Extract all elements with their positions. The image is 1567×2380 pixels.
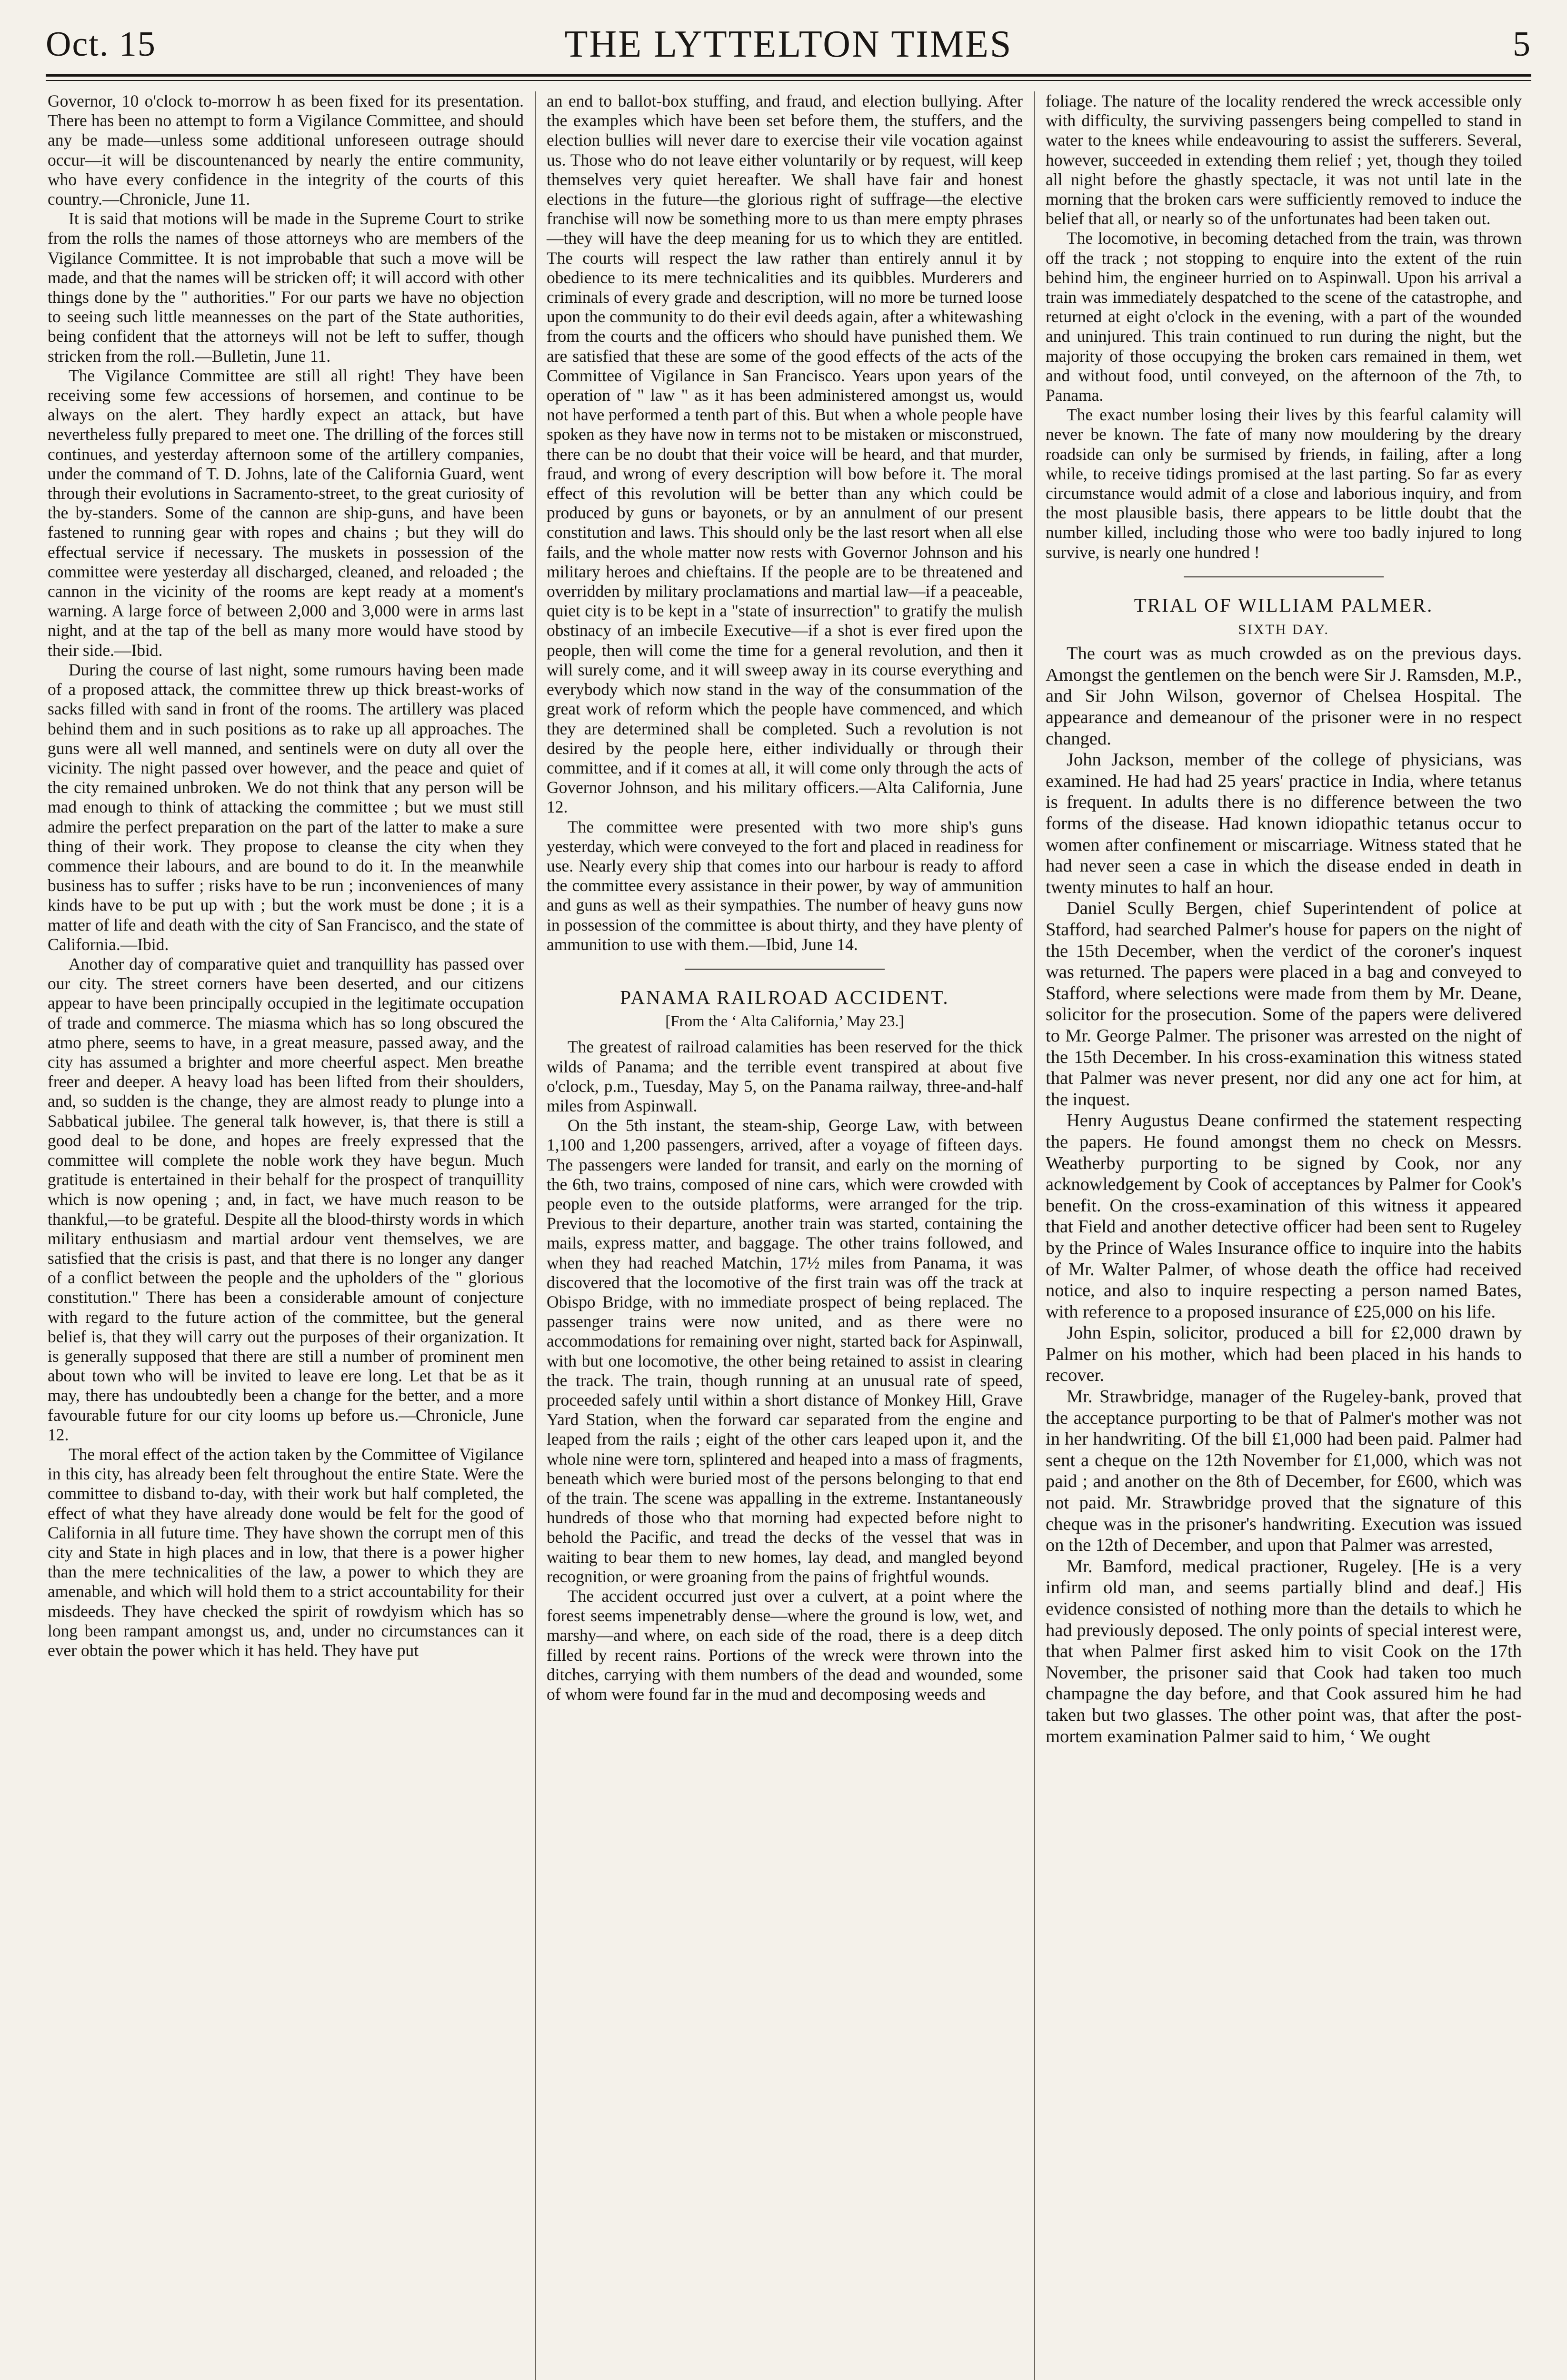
header-rule-thin: [46, 80, 1531, 81]
column-2: [547, 91, 1023, 1704]
article-paragraph: Henry Augustus Deane confirmed the statement respecting the papers. He found amongst them no check on Messrs. Weatherby purporting to be signed by Cook, nor any acknowledgement by Cook of acceptances by Palmer for Cook's benefit. On the cross-examination of this witness it appeared that Field and another detective officer had been sent to Rugeley by the Prince of Wales Insurance office to inquire into the habits of Mr. Walter Palmer, of whose death the office had received notice, and also to inquire respecting a person named Bates, with reference to a proposed insurance of £25,000 on his life.: [1046, 1111, 1522, 1322]
column-divider: [1034, 91, 1035, 2380]
article-paragraph: The committee were presented with two more ship's guns yesterday, which were conveyed to the fort and placed in readiness for use. Nearly every ship that comes into our harbour is ready to afford the committee every assistance in their power, by way of ammunition and guns as well as their sympathies. The number of heavy guns now in possession of the committee is about thirty, and they have plenty of ammunition to use with them.—Ibid, June 14.: [547, 817, 1023, 954]
article-paragraph: The exact number losing their lives by this fearful calamity will never be known. The fate of many now mouldering by the dreary roadside can only be surmised by friends, in failing, after a long while, to receive tidings promised at the last parting. So far as every circumstance would admit of a close and laborious inquiry, and from the most plausible basis, there appears to be little doubt that the number killed, including those who were too badly injured to long survive, is nearly one hundred !: [1046, 405, 1522, 562]
article-paragraph: On the 5th instant, the steam-ship, George Law, with between 1,100 and 1,200 passengers, arrived, after a voyage of fifteen days. The passengers were landed for transit, and early on the morning of the 6th, two trains, composed of nine cars, which were crowded with people even to the outside platforms, were arranged for the trip. Previous to their departure, another train was started, containing the mails, express matter, and baggage. The other trains followed, and when they had reached Matchin, 17½ miles from Panama, it was discovered that the locomotive of the first train was off the track at Obispo Bridge, with no immediate prospect of being replaced. The passenger trains were now united, and as there were no accommodations for remaining over night, started back for Aspinwall, with but one locomotive, the other being retained to assist in clearing the track. The train, though running at an unusual rate of speed, proceeded safely until within a short distance of Monkey Hill, Grave Yard Station, when the forward car separated from the engine and leaped from the rails ; eight of the other cars leaped upon it, and the whole nine were torn, splintered and heaped into a mass of fragments, beneath which were buried most of the persons belonging to that end of the train. The scene was appalling in the extreme. Instantaneously hundreds of those who that morning had expected before night to behold the Pacific, and tread the decks of the vessel that was in waiting to bear them to new homes, lay dead, and mangled beyond recognition, or were groaning from the pains of frightful wounds.: [547, 1116, 1023, 1586]
railroad-accident-source: [From the ‘ Alta California,’ May 23.]: [665, 1013, 904, 1031]
article-paragraph: Mr. Bamford, medical practioner, Rugeley. [He is a very infirm old man, and seems partially blind and deaf.] His evidence consisted of nothing more than the details to which he had previously deposed. The only points of special interest were, that when Palmer first asked him to visit Cook on the 17th November, the prisoner said that Cook had taken too much champagne the day before, and that Cook assured him he had taken but two glasses. The other point was, that after the post-mortem examination Palmer said to him, ‘ We ought: [1046, 1556, 1522, 1746]
page-number: 5: [1513, 25, 1531, 64]
article-paragraph: The court was as much crowded as on the previous days. Amongst the gentlemen on the bench were Sir J. Ramsden, M.P., and Sir John Wilson, governor of Chelsea Hospital. The appearance and demeanour of the prisoner were in no respect changed.: [1046, 644, 1522, 749]
article-paragraph: The locomotive, in becoming detached from the train, was thrown off the track ; not stopping to enquire into the extent of the ruin behind him, the engineer hurried on to Aspinwall. Upon his arrival a train was immediately despatched to the scene of the catastrophe, and returned at eight o'clock in the evening, with a part of the wounded and uninjured. This train continued to run during the night, but the majority of those occupying the broken cars remained in them, wet and without food, until conveyed, on the afternoon of the 7th, to Panama.: [1046, 228, 1522, 405]
article-paragraph: During the course of last night, some rumours having been made of a proposed attack, the committee threw up thick breast-works of sacks filled with sand in front of the rooms. The artillery was placed behind them and in such positions as to rake up all approaches. The guns were all well manned, and sentinels were on duty all over the vicinity. The night passed over however, and the peace and quiet of the city remained unbroken. We do not think that any person will be mad enough to think of attacking the committee ; but we must still admire the perfect preparation on the part of the latter to make a sure thing of their work. They propose to cleanse the city when they commence their labours, and are bound to do it. In the meanwhile business has to suffer ; risks have to be run ; inconveniences of many kinds have to be put up with ; but the work must be done ; it is a matter of life and death with the city of San Francisco, and the state of California.—Ibid.: [48, 660, 524, 954]
palmer-trial-heading: TRIAL OF WILLIAM PALMER.: [1134, 594, 1434, 616]
article-paragraph: The Vigilance Committee are still all right! They have been receiving some few accessions of horsemen, and continue to be always on the alert. They hardly expect an attack, but have nevertheless fully prepared to meet one. The drilling of the forces still continues, and yesterday afternoon some of the artillery companies, under the command of T. D. Johns, late of the California Guard, went through their evolutions in Sacramento-street, to the great curiosity of the by-standers. Some of the cannon are ship-guns, and have been fastened to running gear with ropes and chains ; but they will do effectual service if necessary. The muskets in possession of the committee were yesterday all discharged, cleaned, and reloaded ; the cannon in the vicinity of the rooms are kept ready at a moment's warning. A large force of between 2,000 and 3,000 were in arms last night, and at the tap of the bell as many more would have stood by their side.—Ibid.: [48, 366, 524, 660]
article-paragraph: It is said that motions will be made in the Supreme Court to strike from the rolls the names of those attorneys who are members of the Vigilance Committee. It is not improbable that such a move will be made, and that the names will be stricken off; it will accord with other things done by the " authorities." For our parts we have no objection to seeing such little meannesses on the part of the State authorities, being confident that the attorneys will not be left to suffer, though stricken from the roll.—Bulletin, June 11.: [48, 209, 524, 366]
header-rule: [46, 74, 1531, 77]
article-paragraph: The moral effect of the action taken by the Committee of Vigilance in this city, has already been felt throughout the entire State. Were the committee to disband to-day, with their work but half completed, the effect of what they have already done would be felt for the good of California in all future time. They have shown the corrupt men of this city and State in high places and in low, that there is a power higher than the mere technicalities of the law, a power to which they are amenable, and which will hold them to a strict accountability for their misdeeds. They have checked the spirit of rowdyism which has so long been rampant amongst us, and, under no circumstances can it ever obtain the power which it has held. They have put: [48, 1445, 524, 1660]
section-rule: [685, 969, 885, 970]
column-3: [1046, 91, 1522, 1747]
article-paragraph: Mr. Strawbridge, manager of the Rugeley-bank, proved that the acceptance purporting to be that of Palmer's mother was not in her handwriting. Of the bill £1,000 had been paid. Palmer had sent a cheque on the 12th November for £1,000, which was not paid ; and another on the 8th of December, for £600, which was not paid. Mr. Strawbridge proved that the signature of this cheque was in the prisoner's handwriting. Execution was issued on the 12th of December, and upon that Palmer was arrested,: [1046, 1387, 1522, 1556]
issue-date: Oct. 15: [46, 25, 156, 64]
article-paragraph: Governor, 10 o'clock to-morrow h as been fixed for its presentation. There has been no attempt to form a Vigilance Committee, and should any be made—unless some additional unforeseen outrage should occur—it will be discountenanced by nearly the entire community, who have every confidence in the integrity of the courts of this country.—Chronicle, June 11.: [48, 91, 524, 209]
article-paragraph: John Jackson, member of the college of physicians, was examined. He had had 25 years' practice in India, where tetanus is frequent. In adults there is no difference between the two forms of the disease. Had known idiopathic tetanus occur to women after confinement or miscarriage. Witness stated that he had never seen a case in which the disease ended in death in twenty minutes to half an hour.: [1046, 750, 1522, 897]
article-paragraph: Another day of comparative quiet and tranquillity has passed over our city. The street corners have been deserted, and our citizens appear to have been principally occupied in the legitimate occupation of trade and commerce. The miasma which has so long obscured the atmo phere, seems to have, in a great measure, passed away, and the city has assumed a brighter and more cheerful aspect. Men breathe freer and deeper. A heavy load has been lifted from their shoulders, and, so sudden is the change, they are almost ready to plunge into a Sabbatical jubilee. The general talk however, is, that there is still a good deal to be done, and hopes are freely expressed that the committee will complete the noble work they have begun. Much gratitude is entertained in their behalf for the prospect of tranquillity which is now opening ; and, in fact, we have much reason to be thankful,—to be grateful. Despite all the blood-thirsty words in which military enthusiasm and martial ardour vent themselves, we are satisfied that the crisis is past, and that there is no longer any danger of a conflict between the people and the upholders of the " glorious constitution." There has been a considerable amount of conjecture with regard to the future action of the committee, but the general belief is, that they will carry out the purposes of their organization. It is generally supposed that there are still a number of prominent men about town who will be invited to leave ere long. Let that be as it may, there has undoubtedly been a change for the better, and a more favourable future for our city looms up before us.—Chronicle, June 12.: [48, 954, 524, 1444]
section-rule: [1184, 576, 1384, 577]
column-1: [48, 91, 524, 1660]
palmer-trial-body: [1046, 643, 1522, 1747]
article-paragraph: John Espin, solicitor, produced a bill for £2,000 drawn by Palmer on his mother, which had been placed in his hands to recover.: [1046, 1323, 1522, 1386]
palmer-trial-subheading: SIXTH DAY.: [1238, 622, 1329, 638]
article-paragraph: Daniel Scully Bergen, chief Superintendent of police at Stafford, had searched Palmer's house for papers on the night of the 15th December, when the verdict of the coroner's inquest was returned. The papers were placed in a bag and conveyed to Stafford, where selections were made from them by Mr. Deane, solicitor for the prosecution. Some of the papers were delivered to Mr. George Palmer. The prisoner was arrested on the night of the 15th December. In his cross-examination this witness stated that Palmer was never present, nor did any one act for him, at the inquest.: [1046, 898, 1522, 1110]
article-paragraph: an end to ballot-box stuffing, and fraud, and election bullying. After the examples which have been set before them, the stuffers, and the election bullies will never dare to exercise their vile vocation against us. Those who do not leave either voluntarily or by request, will keep themselves very quiet hereafter. We shall have fair and honest elections in the future—the glorious right of suffrage—the elective franchise will now be something more to us than mere empty phrases—they will have the deep meaning for us to which they are entitled. The courts will respect the law rather than entirely annul it by obedience to its mere technicalities and its quibbles. Murderers and criminals of every grade and description, will no more be turned loose upon the community to do their evil deeds again, after a whitewashing from the courts and the officers who should have punished them. We are satisfied that these are some of the good effects of the acts of the Committee of Vigilance in San Francisco. Years upon years of the operation of " law " as it has been administered amongst us, would not have performed a tenth part of this. But when a whole people have spoken as they have now in terms not to be mistaken or misconstrued, there can be no doubt that their voice will be heard, and that murder, fraud, and wrong of every description will bow before it. The moral effect of this revolution will be better than any which could be produced by guns or bayonets, or by an annulment of our present constitution and laws. This should only be the last resort when all else fails, and the whole matter now rests with Governor Johnson and his military heroes and chieftains. If the people are to be threatened and overridden by military proclamations and martial law—if a peaceable, quiet city is to be kept in a "state of insurrection" to gratify the mulish obstinacy of an imbecile Executive—if a shot is ever fired upon the people, then will come the time for a general revolution, and then it will surely come, and it will sweep away in its course everything and everybody which now stand in the way of the consummation of the great work of reform which the people have commenced, and which they are determined shall be completed. Such a revolution is not desired by the people here, either individually or through their committee, and if it comes at all, it will come only through the acts of Governor Johnson, and his military officers.—Alta California, June 12.: [547, 91, 1023, 817]
newspaper-title: THE LYTTELTON TIMES: [564, 23, 1013, 65]
railroad-accident-heading: PANAMA RAILROAD ACCIDENT.: [620, 986, 949, 1008]
article-paragraph: foliage. The nature of the locality rendered the wreck accessible only with difficulty, the surviving passengers being compelled to stand in water to the knees while endeavouring to assist the sufferers. Several, however, succeeded in extending them relief ; yet, though they toiled all night before the ghastly spectacle, it was not until late in the morning that the broken cars were sufficiently removed to induce the belief that all, or nearly so of the unfortunates had been taken out.: [1046, 91, 1522, 228]
masthead: [46, 18, 1531, 70]
article-paragraph: The greatest of railroad calamities has been reserved for the thick wilds of Panama; and the terrible event transpired at about five o'clock, p.m., Tuesday, May 5, on the Panama railway, three-and-half miles from Aspinwall.: [547, 1037, 1023, 1115]
article-paragraph: The accident occurred just over a culvert, at a point where the forest seems impenetrably dense—where the ground is low, wet, and marshy—and where, on each side of the road, there is a deep ditch filled by recent rains. Portions of the wreck were thrown into the ditches, carrying with them numbers of the dead and wounded, some of whom were found far in the mud and decomposing weeds and: [547, 1587, 1023, 1704]
column-divider: [535, 91, 536, 2380]
